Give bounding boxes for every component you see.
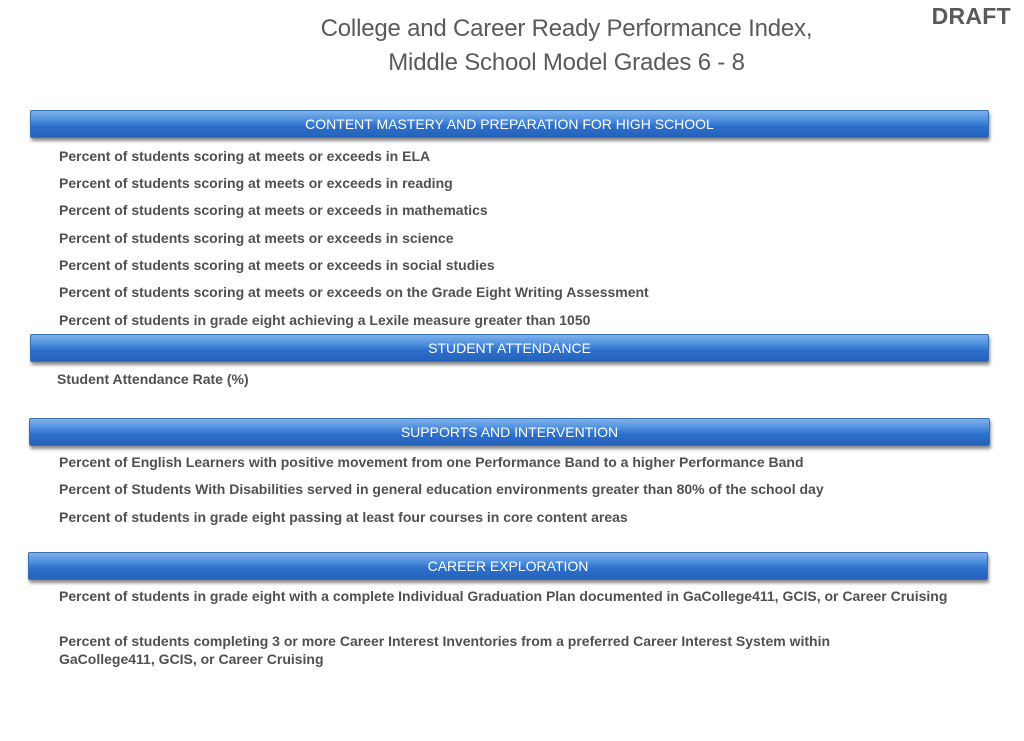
list-item: Percent of students scoring at meets or exceeds in ELA xyxy=(59,148,431,164)
list-item: Percent of students in grade eight passing at least four courses in core content areas xyxy=(59,509,628,525)
list-item: Percent of students scoring at meets or exceeds on the Grade Eight Writing Assessment xyxy=(59,284,649,300)
page-title-line-2: Middle School Model Grades 6 - 8 xyxy=(388,49,745,76)
list-item: Percent of English Learners with positive movement from one Performance Band to a higher Performance Band xyxy=(59,454,804,470)
section-header-student-attendance: STUDENT ATTENDANCE xyxy=(30,334,989,362)
draft-label: DRAFT xyxy=(931,3,1011,29)
page-title xyxy=(200,12,933,80)
section-header-supports-intervention: SUPPORTS AND INTERVENTION xyxy=(29,418,990,446)
list-item: Percent of students scoring at meets or exceeds in mathematics xyxy=(59,202,488,218)
list-item: Percent of Students With Disabilities served in general education environments greater than 80% of the school day xyxy=(59,481,824,497)
list-item: Percent of students completing 3 or more Career Interest Inventories from a preferred Career Interest System within GaCollege411, GCIS, or Career Cruising xyxy=(59,633,831,667)
list-item: Student Attendance Rate (%) xyxy=(57,371,249,387)
list-item: Percent of students scoring at meets or exceeds in reading xyxy=(59,175,453,191)
list-item: Percent of students scoring at meets or exceeds in social studies xyxy=(59,257,495,273)
list-item: Percent of students in grade eight with a complete Individual Graduation Plan documented in GaCollege411, GCIS, or Career Cruising xyxy=(59,588,948,604)
list-item: Percent of students in grade eight achieving a Lexile measure greater than 1050 xyxy=(59,312,591,328)
list-item: Percent of students scoring at meets or exceeds in science xyxy=(59,230,454,246)
section-header-career-exploration: CAREER EXPLORATION xyxy=(28,552,988,580)
section-header-content-mastery: CONTENT MASTERY AND PREPARATION FOR HIGH SCHOOL xyxy=(30,110,989,138)
page-title-line-1: College and Career Ready Performance Index, xyxy=(320,15,813,42)
